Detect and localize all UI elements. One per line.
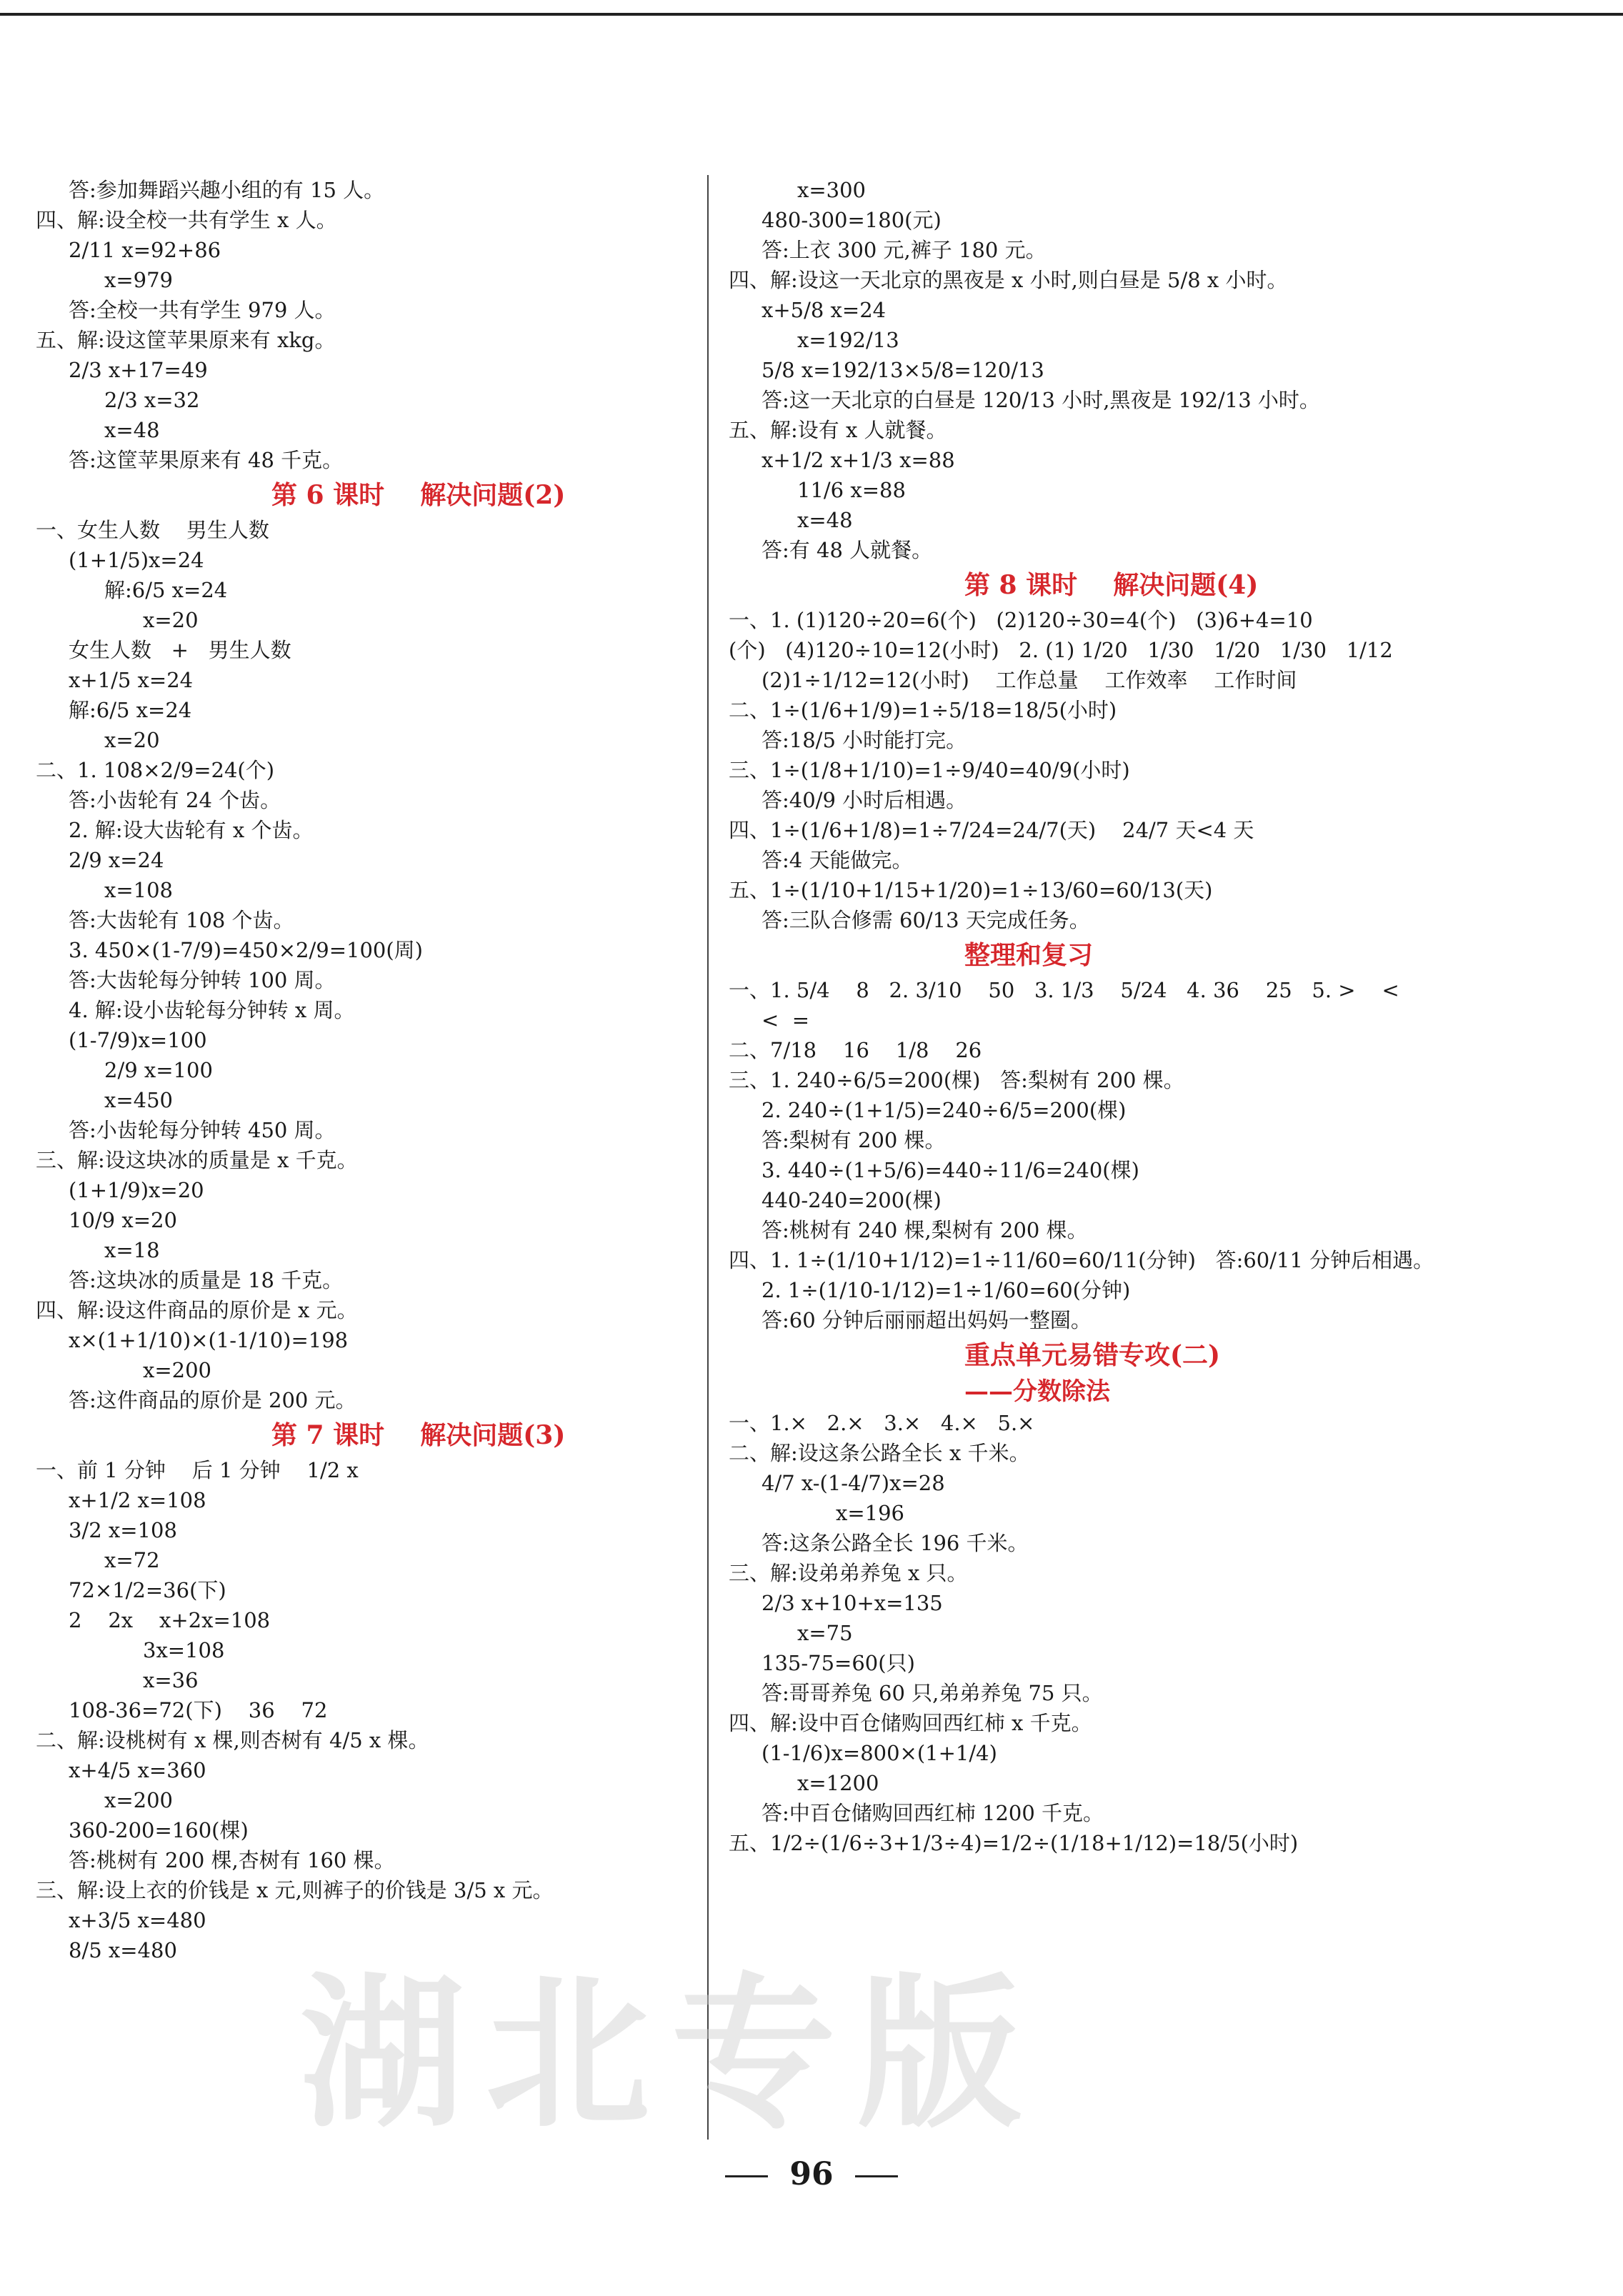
answer-line: 8/5 x=480 (69, 1938, 177, 1962)
answer-line: x=72 (104, 1548, 160, 1572)
answer-line: 一、1.× 2.× 3.× 4.× 5.× (729, 1411, 1035, 1435)
answer-line: 答:大齿轮有 108 个齿。 (69, 908, 294, 932)
answer-line: 10/9 x=20 (69, 1208, 177, 1232)
answer-line: 女生人数 + 男生人数 (69, 638, 291, 662)
answer-line: 答:桃树有 200 棵,杏树有 160 棵。 (69, 1848, 395, 1872)
answer-line: 2/3 x+10+x=135 (761, 1591, 943, 1615)
answer-line: 三、1÷(1/8+1/10)=1÷9/40=40/9(小时) (729, 758, 1130, 782)
answer-line: 二、解:设这条公路全长 x 千米。 (729, 1441, 1030, 1465)
answer-line: x+5/8 x=24 (761, 298, 887, 322)
section-heading: 第 7 课时 解决问题(3) (271, 1420, 566, 1450)
answer-line: 一、前 1 分钟 后 1 分钟 1/2 x (36, 1458, 359, 1482)
answer-line: 答:这条公路全长 196 千米。 (761, 1531, 1029, 1555)
answer-line: 480-300=180(元) (761, 208, 942, 232)
answer-line: 解:6/5 x=24 (69, 698, 192, 722)
answer-line: 五、1/2÷(1/6÷3+1/3÷4)=1/2÷(1/18+1/12)=18/5(小时) (729, 1831, 1299, 1855)
page-number-footer (0, 2156, 1623, 2192)
answer-line: 11/6 x=88 (797, 478, 906, 502)
page-number: 96 (789, 2156, 834, 2192)
answer-line: x=20 (104, 728, 160, 752)
section-heading: 重点单元易错专攻(二) (964, 1340, 1221, 1370)
answer-line: 2/11 x=92+86 (69, 238, 221, 262)
answer-line: 三、1. 240÷6/5=200(棵) 答:梨树有 200 棵。 (729, 1068, 1184, 1092)
answer-line: 2. 1÷(1/10-1/12)=1÷1/60=60(分钟) (761, 1278, 1131, 1302)
answer-line: 三、解:设弟弟养兔 x 只。 (729, 1561, 968, 1585)
answer-line: x×(1+1/10)×(1-1/10)=198 (69, 1328, 349, 1352)
answer-line: 四、解:设这件商品的原价是 x 元。 (36, 1298, 358, 1322)
answer-line: 二、1÷(1/6+1/9)=1÷5/18=18/5(小时) (729, 698, 1117, 722)
answer-line: 五、1÷(1/10+1/15+1/20)=1÷13/60=60/13(天) (729, 878, 1213, 902)
answer-line: x=1200 (797, 1771, 879, 1795)
page-number-dash-left (725, 2175, 768, 2177)
answer-line: 72×1/2=36(下) (69, 1578, 226, 1602)
answer-line: 四、解:设中百仓储购回西红柿 x 千克。 (729, 1711, 1092, 1735)
answer-line: 2/9 x=24 (69, 848, 164, 872)
answer-line: 一、女生人数 男生人数 (36, 518, 269, 542)
answer-line: x=200 (143, 1358, 212, 1382)
answer-line: (2)1÷1/12=12(小时) 工作总量 工作效率 工作时间 (761, 668, 1297, 692)
answer-line: 360-200=160(棵) (69, 1818, 249, 1842)
answer-line: 答:这筐苹果原来有 48 千克。 (69, 448, 344, 472)
top-rule (0, 13, 1623, 16)
answer-line: 答:有 48 人就餐。 (761, 538, 933, 562)
answer-line: 3/2 x=108 (69, 1518, 177, 1542)
answer-line: x=18 (104, 1238, 160, 1262)
answer-line: x=75 (797, 1621, 853, 1645)
answer-line: x=20 (143, 608, 199, 632)
answer-line: 四、解:设全校一共有学生 x 人。 (36, 208, 337, 232)
answer-line: x+1/5 x=24 (69, 668, 194, 692)
answer-line: x=300 (797, 178, 867, 202)
answer-line: x=48 (797, 508, 853, 532)
answer-line: 答:参加舞蹈兴趣小组的有 15 人。 (69, 178, 385, 202)
answer-line: (1+1/5)x=24 (69, 548, 204, 572)
answer-line: x=450 (104, 1088, 174, 1112)
answer-line: < = (761, 1008, 810, 1032)
answer-line: 答:全校一共有学生 979 人。 (69, 298, 336, 322)
answer-line: 2. 240÷(1+1/5)=240÷6/5=200(棵) (761, 1098, 1127, 1122)
answer-line: 解:6/5 x=24 (104, 578, 228, 602)
left-column (36, 175, 679, 1965)
answer-line: x=200 (104, 1788, 174, 1812)
answer-line: 二、1. 108×2/9=24(个) (36, 758, 275, 782)
answer-line: (1-1/6)x=800×(1+1/4) (761, 1741, 997, 1765)
answer-line: 答:这一天北京的白昼是 120/13 小时,黑夜是 192/13 小时。 (761, 388, 1320, 412)
answer-line: x+4/5 x=360 (69, 1758, 206, 1782)
page-number-dash-right (855, 2175, 898, 2177)
answer-line: 4. 解:设小齿轮每分钟转 x 周。 (69, 998, 355, 1022)
answer-line: 四、1. 1÷(1/10+1/12)=1÷11/60=60/11(分钟) 答:60/11 分钟后相遇。 (729, 1248, 1434, 1272)
answer-line: 2/3 x+17=49 (69, 358, 208, 382)
answer-line: 答:大齿轮每分钟转 100 周。 (69, 968, 336, 992)
answer-line: 3. 440÷(1+5/6)=440÷11/6=240(棵) (761, 1158, 1139, 1182)
answer-line: x=979 (104, 268, 174, 292)
answer-line: (个) (4)120÷10=12(小时) 2. (1) 1/20 1/30 1/20 1/30 1/12 (729, 638, 1393, 662)
answer-line: 答:中百仓储购回西红柿 1200 千克。 (761, 1801, 1104, 1825)
answer-line: 2/3 x=32 (104, 388, 200, 412)
section-heading: 第 6 课时 解决问题(2) (271, 480, 566, 510)
answer-line: (1+1/9)x=20 (69, 1178, 204, 1202)
section-heading: 第 8 课时 解决问题(4) (964, 570, 1259, 600)
answer-line: 3x=108 (143, 1638, 225, 1662)
answer-line: 五、解:设有 x 人就餐。 (729, 418, 947, 442)
answer-line: 2 2x x+2x=108 (69, 1608, 271, 1632)
answer-line: 三、解:设这块冰的质量是 x 千克。 (36, 1148, 358, 1172)
answer-line: 答:60 分钟后丽丽超出妈妈一整圈。 (761, 1308, 1092, 1332)
answer-line: 4/7 x-(1-4/7)x=28 (761, 1471, 945, 1495)
answer-line: 一、1. (1)120÷20=6(个) (2)120÷30=4(个) (3)6+4=10 (729, 608, 1313, 632)
answer-line: 答:桃树有 240 棵,梨树有 200 棵。 (761, 1218, 1088, 1242)
answer-line: 答:上衣 300 元,裤子 180 元。 (761, 238, 1047, 262)
answer-line: 二、解:设桃树有 x 棵,则杏树有 4/5 x 棵。 (36, 1728, 429, 1752)
answer-line: x+1/2 x+1/3 x=88 (761, 448, 955, 472)
answer-line: 一、1. 5/4 8 2. 3/10 50 3. 1/3 5/24 4. 36 25 5. > < (729, 978, 1399, 1002)
answer-line: x=192/13 (797, 328, 899, 352)
answer-line: x=196 (836, 1501, 905, 1525)
answer-line: 5/8 x=192/13×5/8=120/13 (761, 358, 1044, 382)
watermark: 湖北专版 (300, 1960, 1043, 2150)
answer-line: 答:小齿轮有 24 个齿。 (69, 788, 281, 812)
answer-line: 答:4 天能做完。 (761, 848, 913, 872)
answer-line: x=48 (104, 418, 160, 442)
answer-line: 答:哥哥养兔 60 只,弟弟养兔 75 只。 (761, 1681, 1103, 1705)
answer-line: 108-36=72(下) 36 72 (69, 1698, 328, 1722)
answer-line: 答:三队合修需 60/13 天完成任务。 (761, 908, 1090, 932)
answer-line: (1-7/9)x=100 (69, 1028, 207, 1052)
answer-line: 2/9 x=100 (104, 1058, 213, 1082)
answer-line: 答:小齿轮每分钟转 450 周。 (69, 1118, 336, 1142)
section-heading: 整理和复习 (964, 940, 1094, 970)
answer-line: 二、7/18 16 1/8 26 (729, 1038, 982, 1062)
section-heading: ——分数除法 (964, 1377, 1110, 1406)
answer-line: x+3/5 x=480 (69, 1908, 206, 1932)
answer-line: x+1/2 x=108 (69, 1488, 206, 1512)
answer-line: 135-75=60(只) (761, 1651, 915, 1675)
answer-line: 四、解:设这一天北京的黑夜是 x 小时,则白昼是 5/8 x 小时。 (729, 268, 1288, 292)
answer-line: 2. 解:设大齿轮有 x 个齿。 (69, 818, 314, 842)
answer-line: 答:这块冰的质量是 18 千克。 (69, 1268, 344, 1292)
answer-line: 3. 450×(1-7/9)=450×2/9=100(周) (69, 938, 423, 962)
answer-line: x=36 (143, 1668, 199, 1692)
right-column (729, 175, 1586, 1858)
answer-line: 答:梨树有 200 棵。 (761, 1128, 946, 1152)
answer-line: 答:40/9 小时后相遇。 (761, 788, 967, 812)
answer-line: 五、解:设这筐苹果原来有 xkg。 (36, 328, 336, 352)
column-divider (707, 175, 709, 2140)
answer-line: 四、1÷(1/6+1/8)=1÷7/24=24/7(天) 24/7 天<4 天 (729, 818, 1254, 842)
answer-line: x=108 (104, 878, 174, 902)
answer-line: 三、解:设上衣的价钱是 x 元,则裤子的价钱是 3/5 x 元。 (36, 1878, 554, 1902)
answer-line: 答:这件商品的原价是 200 元。 (69, 1388, 356, 1412)
answer-line: 答:18/5 小时能打完。 (761, 728, 967, 752)
answer-line: 440-240=200(棵) (761, 1188, 942, 1212)
